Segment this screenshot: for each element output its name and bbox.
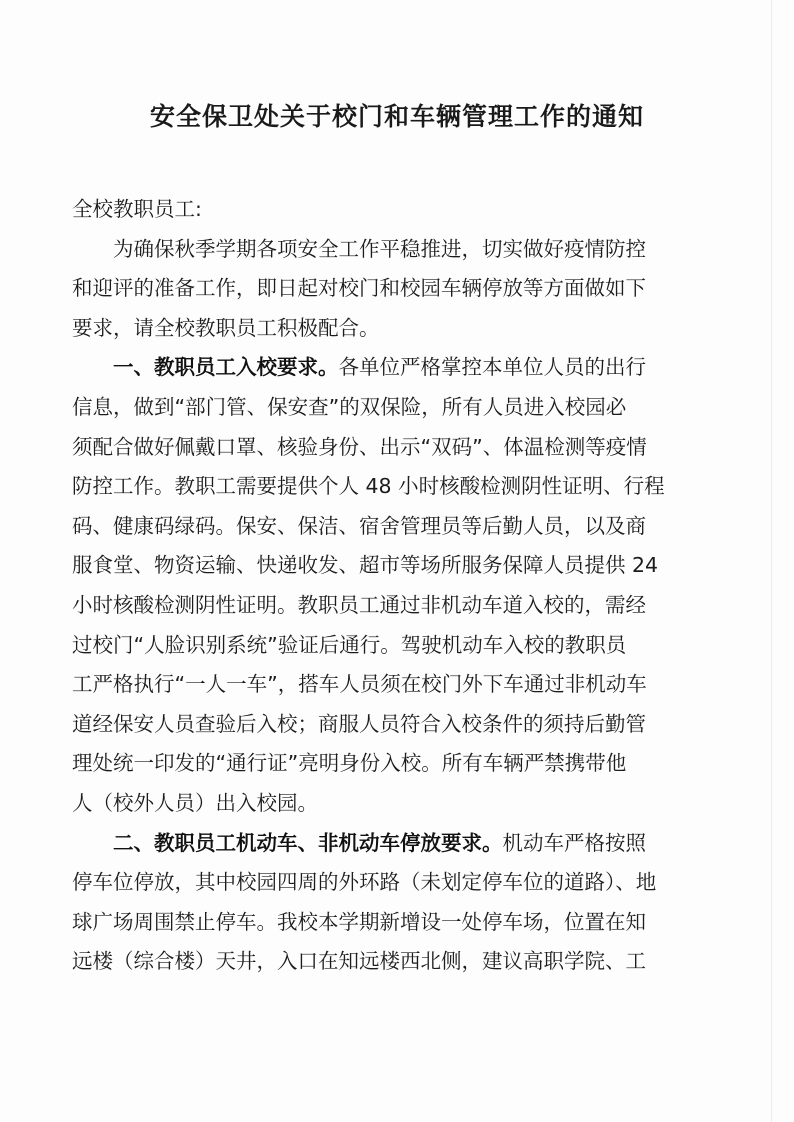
- line-text: 道经保安人员查验后入校；商服人员符合入校条件的须持后勤管: [72, 711, 646, 736]
- line-text: 信息，做到“部门管、保安查”的双保险，所有人员进入校园必: [72, 394, 627, 419]
- line-text: 须配合做好佩戴口罩、核验身份、出示“双码”、体温检测等疫情: [72, 434, 647, 459]
- line-text: 过校门“人脸识别系统”验证后通行。驾驶机动车入校的教职员: [72, 632, 627, 657]
- section-heading: 二、教职员工机动车、非机动车停放要求。: [113, 830, 503, 855]
- line-text: 机动车严格按照: [502, 830, 646, 855]
- line-text: 小时核酸检测阴性证明。教职员工通过非机动车道入校的，需经: [72, 592, 646, 617]
- text-line: [72, 230, 722, 270]
- text-line: [72, 784, 722, 824]
- text-line: [72, 546, 722, 586]
- text-line: [72, 824, 722, 864]
- line-text: 人（校外人员）出入校园。: [72, 790, 318, 815]
- text-line: [72, 665, 722, 705]
- line-text: 为确保秋季学期各项安全工作平稳推进，切实做好疫情防控: [113, 236, 646, 261]
- text-line: [72, 626, 722, 666]
- text-line: [72, 428, 722, 468]
- line-text: 工严格执行“一人一车”，搭车人员须在校门外下车通过非机动车: [72, 672, 647, 697]
- text-line: [72, 467, 722, 507]
- paragraph-lines: [72, 230, 722, 982]
- text-line: [72, 903, 722, 943]
- line-text: 码、健康码绿码。保安、保洁、宿舍管理员等后勤人员，以及商: [72, 513, 646, 538]
- text-line: [72, 388, 722, 428]
- line-text: 理处统一印发的“通行证”亮明身份入校。所有车辆严禁携带他: [72, 751, 627, 776]
- line-text: 停车位停放，其中校园四周的外环路（未划定停车位的道路）、地: [72, 870, 657, 895]
- text-line: [72, 942, 722, 982]
- page-edge-shadow: [771, 0, 772, 1122]
- text-line: [72, 586, 722, 626]
- line-text: 球广场周围禁止停车。我校本学期新增设一处停车场，位置在知: [72, 909, 646, 934]
- line-text: 服食堂、物资运输、快递收发、超市等场所服务保障人员提供 24: [72, 553, 659, 578]
- line-text: 远楼（综合楼）天井，入口在知远楼西北侧，建议高职学院、工: [72, 949, 646, 974]
- line-text: 要求，请全校教职员工积极配合。: [72, 315, 380, 340]
- text-line: [72, 309, 722, 349]
- section-heading: 一、教职员工入校要求。: [113, 355, 339, 380]
- line-text: 各单位严格掌控本单位人员的出行: [338, 355, 646, 380]
- text-line: [72, 705, 722, 745]
- line-text: 和迎评的准备工作，即日起对校门和校园车辆停放等方面做如下: [72, 276, 646, 301]
- document-body: [72, 190, 722, 982]
- text-line: [72, 744, 722, 784]
- salutation: 全校教职员工:: [72, 197, 202, 221]
- document-title: 安全保卫处关于校门和车辆管理工作的通知: [149, 102, 644, 131]
- text-line: [72, 348, 722, 388]
- line-text: 防控工作。教职工需要提供个人 48 小时核酸检测阴性证明、行程: [72, 474, 665, 499]
- text-line: [72, 269, 722, 309]
- text-line: [72, 507, 722, 547]
- text-line: [72, 863, 722, 903]
